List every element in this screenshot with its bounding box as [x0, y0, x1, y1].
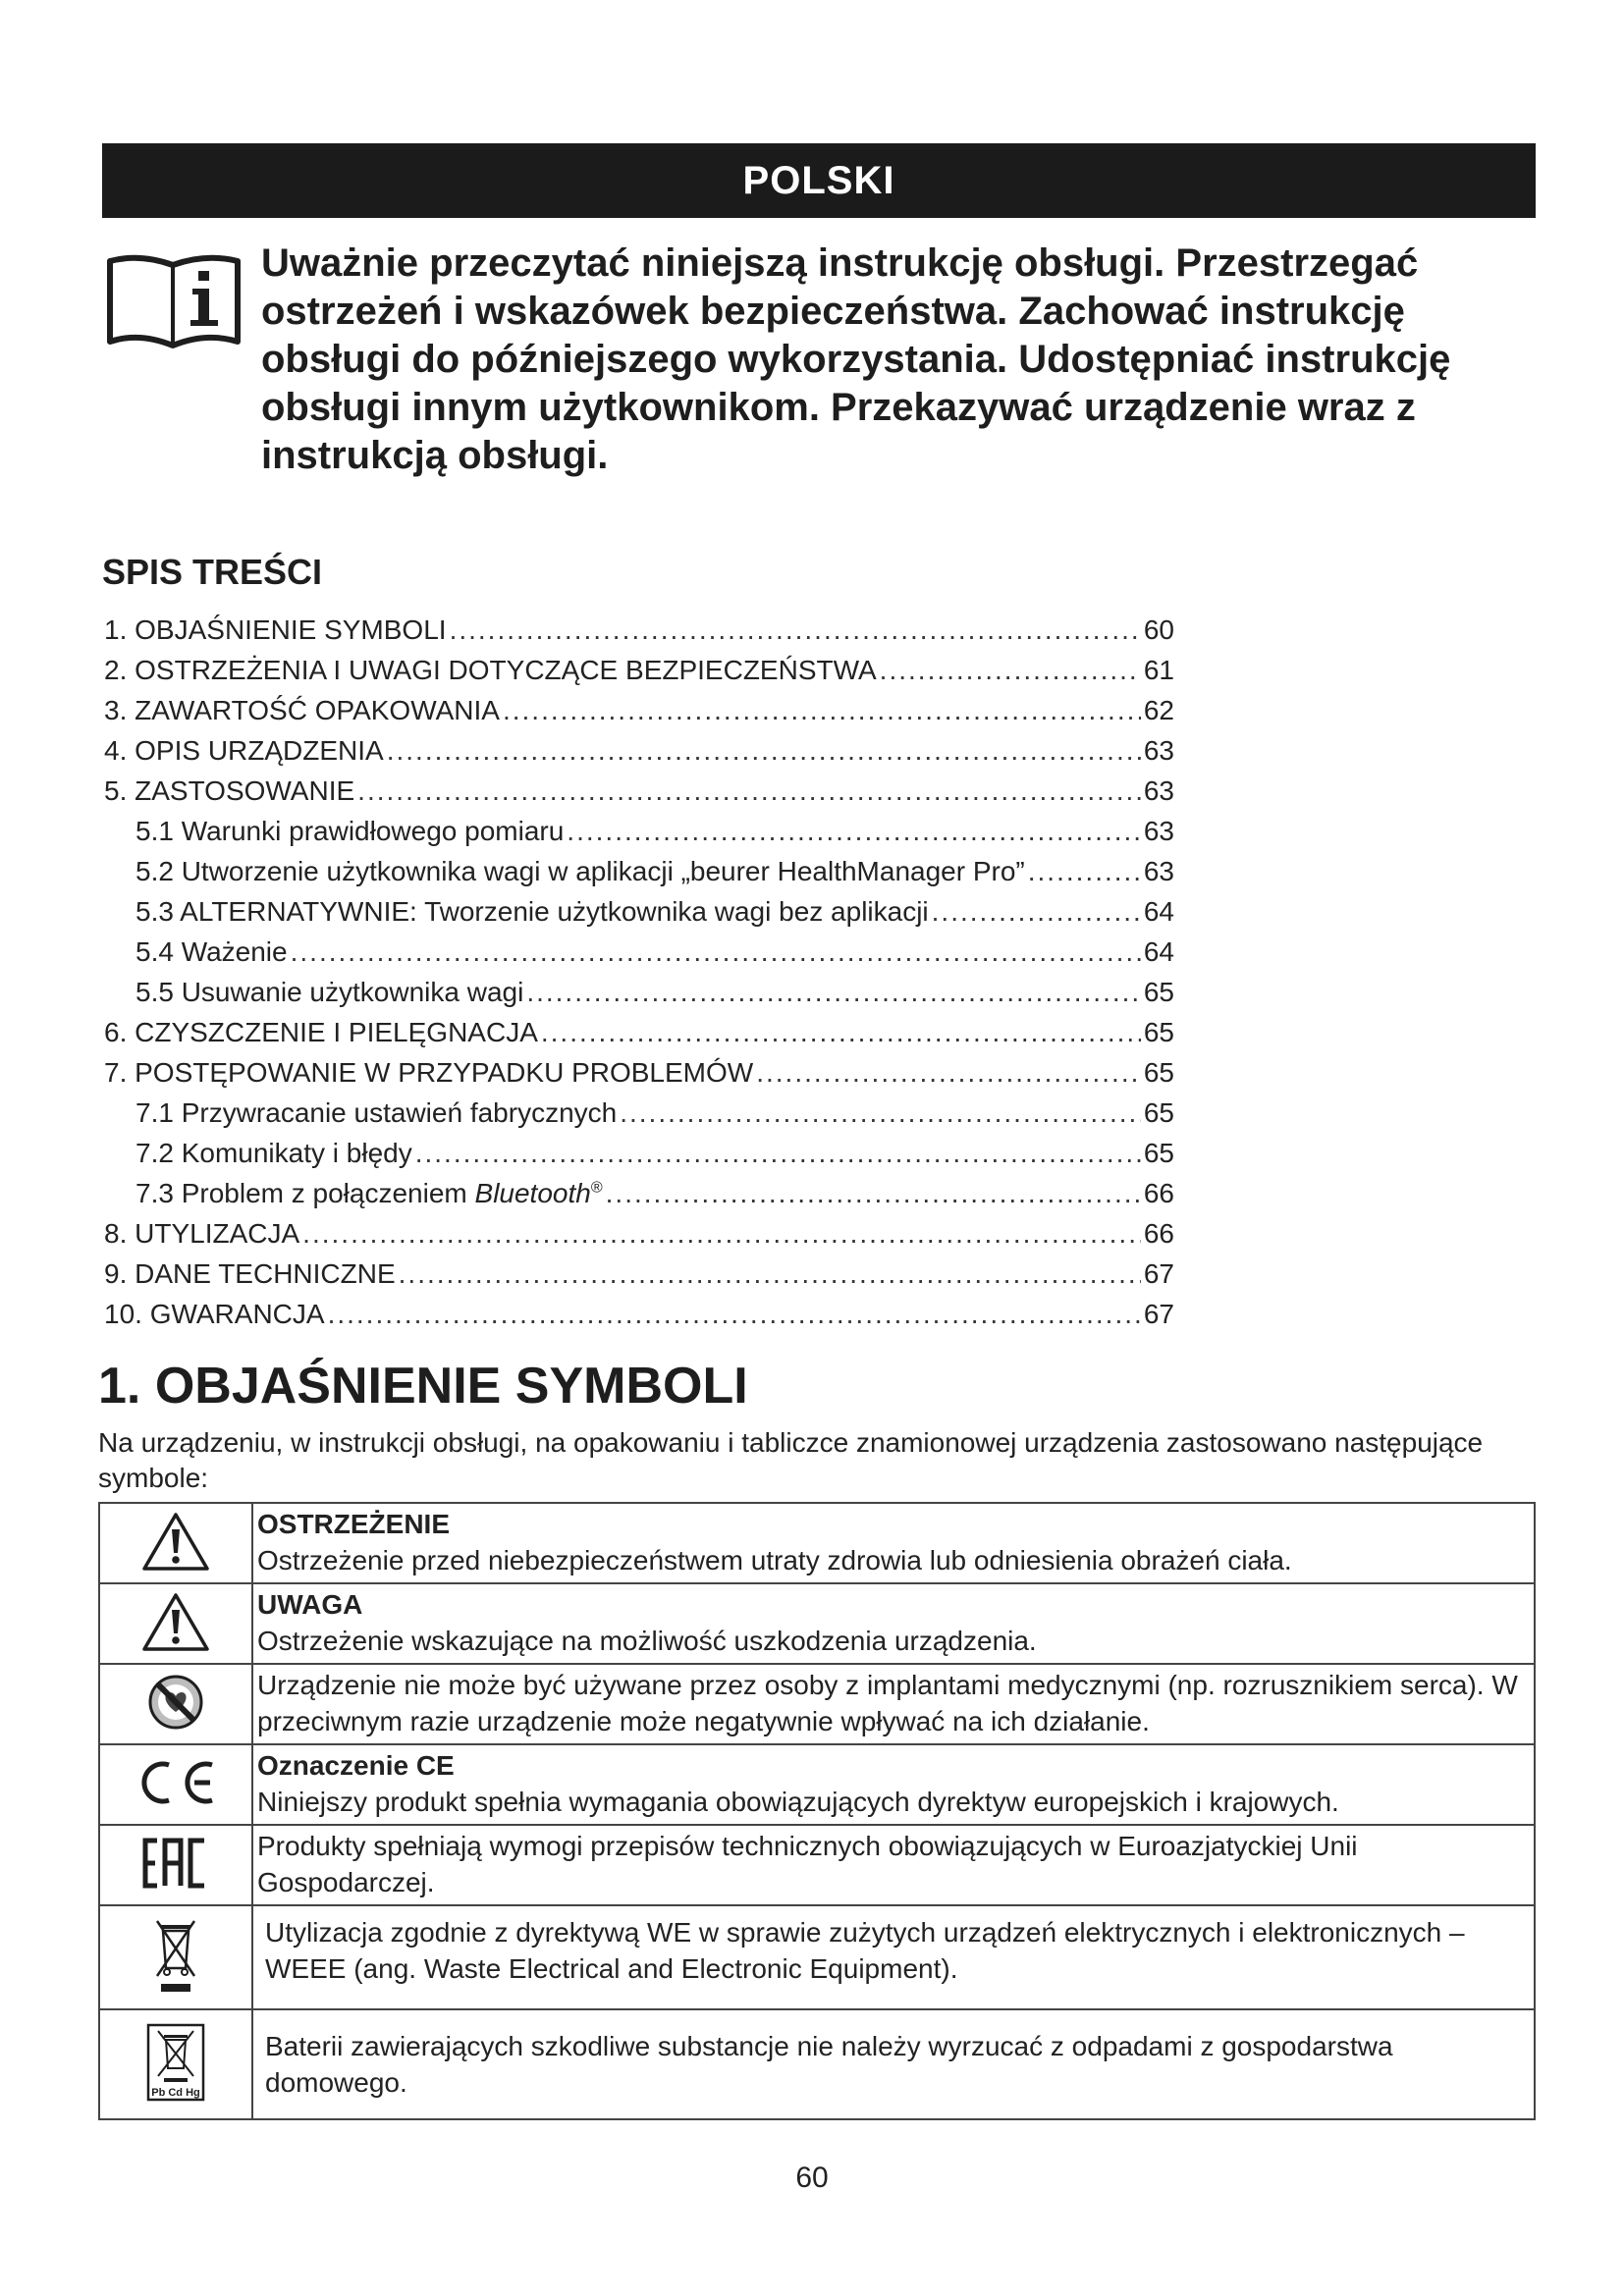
symbol-row — [99, 1503, 1535, 1583]
symbol-row — [99, 1905, 1535, 2009]
symbol-icon-cell — [99, 1825, 252, 1905]
toc-item[interactable]: 4. OPIS URZĄDZENIA ..... 63 — [104, 735, 1174, 775]
warning-triangle-icon — [140, 1510, 211, 1573]
symbol-heading: Oznaczenie CE — [257, 1750, 455, 1781]
ce-mark-icon — [134, 1759, 218, 1806]
toc-subitem[interactable]: 5.3 ALTERNATYWNIE: Tworzenie użytkownika wagi bez aplikacji ..... 64 — [104, 896, 1174, 936]
symbol-icon-cell — [99, 1905, 252, 2009]
toc-title: SPIS TREŚCI — [102, 552, 323, 592]
symbol-description — [252, 1583, 1535, 1664]
toc-item[interactable]: 5. ZASTOSOWANIE ..... 63 — [104, 775, 1174, 816]
symbol-description — [252, 1825, 1535, 1905]
toc-subitem[interactable]: 5.1 Warunki prawidłowego pomiaru ..... 63 — [104, 816, 1174, 856]
toc-item[interactable]: 1. OBJAŚNIENIE SYMBOLI ..... 60 — [104, 614, 1174, 655]
symbol-description — [252, 2009, 1535, 2119]
symbol-icon-cell — [99, 1744, 252, 1825]
symbol-row — [99, 2009, 1535, 2119]
no-pacemaker-icon — [146, 1673, 205, 1732]
weee-bin-icon — [151, 1915, 200, 1996]
section-title: 1. OBJAŚNIENIE SYMBOLI — [98, 1358, 748, 1415]
caution-triangle-icon — [140, 1590, 211, 1653]
symbol-text: Niniejszy produkt spełnia wymagania obowiązujących dyrektyw europejskich i krajowych. — [257, 1787, 1339, 1817]
symbol-text: Urządzenie nie może być używane przez osoby z implantami medycznymi (np. rozrusznikiem serca). W przeciwnym razie urządzenie może negatywnie wpływać na ich działanie. — [257, 1670, 1518, 1736]
toc-item[interactable]: 10. GWARANCJA ..... 67 — [104, 1299, 1174, 1339]
toc-item[interactable]: 6. CZYSZCZENIE I PIELĘGNACJA ..... 65 — [104, 1017, 1174, 1057]
battery-disposal-icon — [144, 2021, 207, 2104]
symbol-icon-cell — [99, 1503, 252, 1583]
symbol-heading: UWAGA — [257, 1589, 363, 1620]
symbol-row — [99, 1744, 1535, 1825]
symbol-text: Ostrzeżenie przed niebezpieczeństwem utraty zdrowia lub odniesienia obrażeń ciała. — [257, 1545, 1292, 1575]
instruction-manual-info-icon — [104, 249, 244, 351]
symbol-row — [99, 1825, 1535, 1905]
symbol-text: Ostrzeżenie wskazujące na możliwość uszkodzenia urządzenia. — [257, 1626, 1037, 1656]
symbol-description — [252, 1503, 1535, 1583]
page-number: 60 — [795, 2162, 829, 2194]
symbol-icon-cell — [99, 2009, 252, 2119]
table-of-contents — [104, 614, 1174, 1339]
battery-icon-label: Pb Cd Hg — [151, 2086, 200, 2099]
symbols-table — [98, 1502, 1536, 2120]
symbol-description — [252, 1905, 1535, 2009]
toc-item[interactable]: 2. OSTRZEŻENIA I UWAGI DOTYCZĄCE BEZPIECZEŃSTWA ..... 61 — [104, 655, 1174, 695]
toc-item[interactable]: 7. POSTĘPOWANIE W PRZYPADKU PROBLEMÓW ..... 65 — [104, 1057, 1174, 1097]
language-label: POLSKI — [742, 158, 895, 202]
symbol-text: Produkty spełniają wymogi przepisów technicznych obowiązujących w Euroazjatyckiej Unii Gospodarczej. — [257, 1831, 1358, 1897]
toc-subitem[interactable]: 7.3 Problem z połączeniem Bluetooth® ..... 66 — [104, 1178, 1174, 1218]
symbol-description — [252, 1664, 1535, 1744]
toc-subitem[interactable]: 5.5 Usuwanie użytkownika wagi ..... 65 — [104, 977, 1174, 1017]
language-header — [102, 143, 1536, 218]
section-intro: Na urządzeniu, w instrukcji obsługi, na opakowaniu i tabliczce znamionowej urządzenia zastosowano następujące symbole: — [98, 1427, 1484, 1493]
safety-notice: Uważnie przeczytać niniejszą instrukcję obsługi. Przestrzegać ostrzeżeń i wskazówek bezpieczeństwa. Zachować instrukcję obsługi do późniejszego wykorzystania. Udostępniać instrukcję obsługi innym użytkownikom. Przekazywać urządzenie wraz z instrukcją obsługi. — [261, 241, 1451, 477]
symbol-heading: OSTRZEŻENIE — [257, 1509, 451, 1539]
symbol-row — [99, 1664, 1535, 1744]
toc-subitem[interactable]: 5.4 Ważenie ..... 64 — [104, 936, 1174, 977]
symbol-row — [99, 1583, 1535, 1664]
symbol-description — [252, 1744, 1535, 1825]
eac-mark-icon — [141, 1837, 210, 1890]
symbol-text: Baterii zawierających szkodliwe substancje nie należy wyrzucać z odpadami z gospodarstwa domowego. — [265, 2031, 1393, 2098]
toc-item[interactable]: 8. UTYLIZACJA ..... 66 — [104, 1218, 1174, 1258]
toc-subitem[interactable]: 7.1 Przywracanie ustawień fabrycznych ..... 65 — [104, 1097, 1174, 1138]
toc-item[interactable]: 9. DANE TECHNICZNE ..... 67 — [104, 1258, 1174, 1299]
symbol-icon-cell — [99, 1664, 252, 1744]
symbol-icon-cell — [99, 1583, 252, 1664]
toc-subitem[interactable]: 7.2 Komunikaty i błędy ..... 65 — [104, 1138, 1174, 1178]
toc-item[interactable]: 3. ZAWARTOŚĆ OPAKOWANIA ..... 62 — [104, 695, 1174, 735]
toc-subitem[interactable]: 5.2 Utworzenie użytkownika wagi w aplikacji „beurer HealthManager Pro” ..... 63 — [104, 856, 1174, 896]
symbol-text: Utylizacja zgodnie z dyrektywą WE w sprawie zużytych urządzeń elektrycznych i elektronicznych – WEEE (ang. Waste Electrical and Electronic Equipment). — [265, 1917, 1465, 1984]
